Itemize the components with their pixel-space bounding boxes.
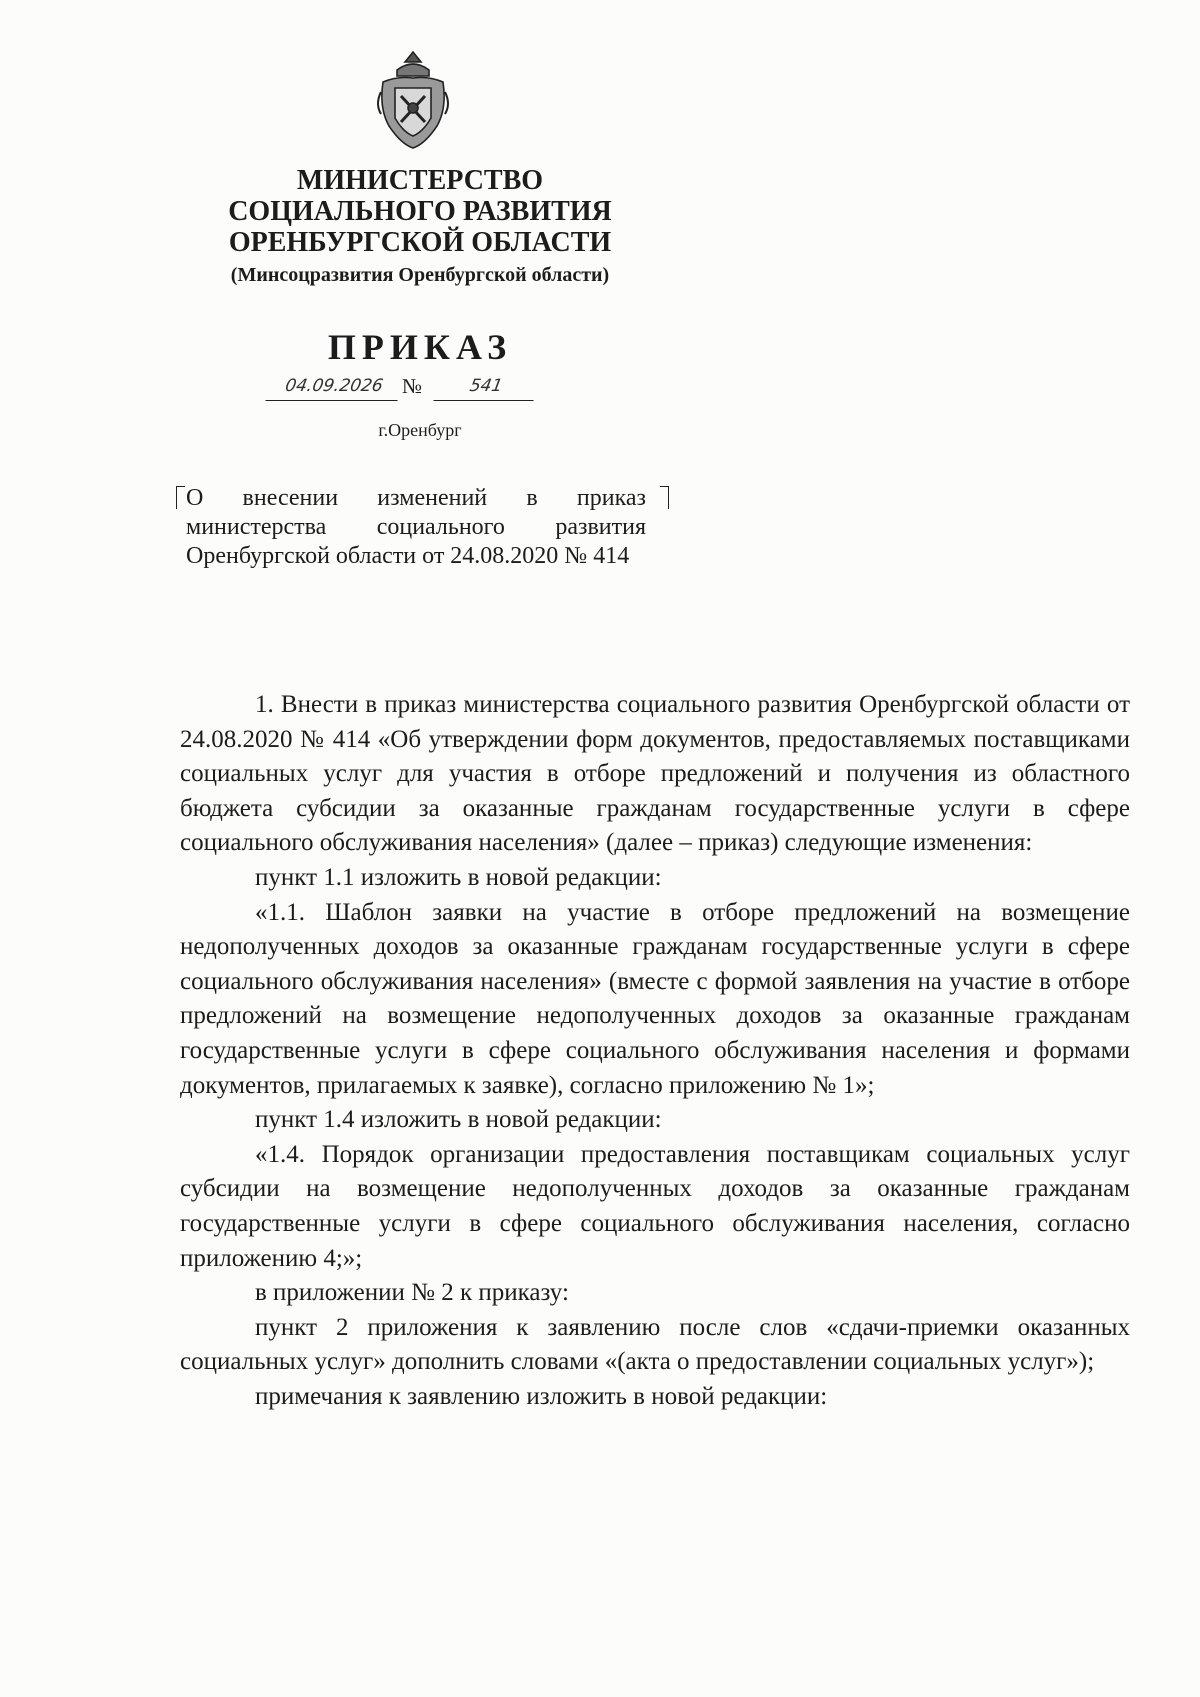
order-subject: О внесении изменений в приказ министерства социального развития Оренбургской области от 24.08.2020 № 414 (186, 485, 646, 569)
ministry-line-2: СОЦИАЛЬНОГО РАЗВИТИЯ (228, 196, 612, 227)
paragraph: 1. Внести в приказ министерства социального развития Оренбургской области от 24.08.2020 № 414 «Об утверждении форм документов, предоставляемых поставщиками социальных услуг для участия в отборе предложений и получения из областного бюджета субсидии за оказанные гражданам государственные услуги в сфере социального обслуживания населения» (далее – приказ) следующие изменения: (180, 691, 1130, 857)
ministry-name (160, 165, 680, 289)
paragraph: пункт 1.1 изложить в новой редакции: (255, 863, 662, 891)
paragraph: «1.4. Порядок организации предоставления поставщикам социальных услуг субсидии на возмещение недополученных доходов за оказанные гражданам государственные услуги в сфере социального обслуживания населения, согласно приложению 4;»; (180, 1140, 1130, 1272)
order-title: ПРИКАЗ (327, 327, 513, 367)
subject-bracket-right (660, 486, 669, 509)
paragraph: пункт 1.4 изложить в новой редакции: (255, 1106, 662, 1134)
order-number: 541 (433, 372, 538, 401)
number-sign: № (402, 374, 423, 398)
ministry-line-3: ОРЕНБУРГСКОЙ ОБЛАСТИ (228, 227, 612, 258)
ministry-short-name: (Минсоцразвития Оренбургской области) (230, 264, 610, 286)
coat-of-arms-icon (375, 48, 451, 152)
order-body (180, 688, 1130, 1414)
city: г.Оренбург (378, 420, 462, 440)
paragraph: в приложении № 2 к приказу: (255, 1279, 569, 1307)
paragraph: «1.1. Шаблон заявки на участие в отборе предложений на возмещение недополученных доходов за оказанные гражданам государственные услуги в сфере социального обслуживания населения» (вместе с формой заявления на участие в отборе предложений на возмещение недополученных доходов за оказанные гражданам государственные услуги в сфере социального обслуживания населения и формами документов, прилагаемых к заявке), согласно приложению № 1»; (180, 898, 1130, 1099)
paragraph: примечания к заявлению изложить в новой редакции: (255, 1382, 828, 1410)
ministry-line-1: МИНИСТЕРСТВО (296, 165, 544, 196)
paragraph: пункт 2 приложения к заявлению после слов «сдачи-приемки оказанных социальных услуг» дополнить словами «(акта о предоставлении социальных услуг»); (180, 1313, 1130, 1376)
order-date: 04.09.2026 (265, 372, 402, 401)
subject-bracket-left (176, 486, 185, 509)
